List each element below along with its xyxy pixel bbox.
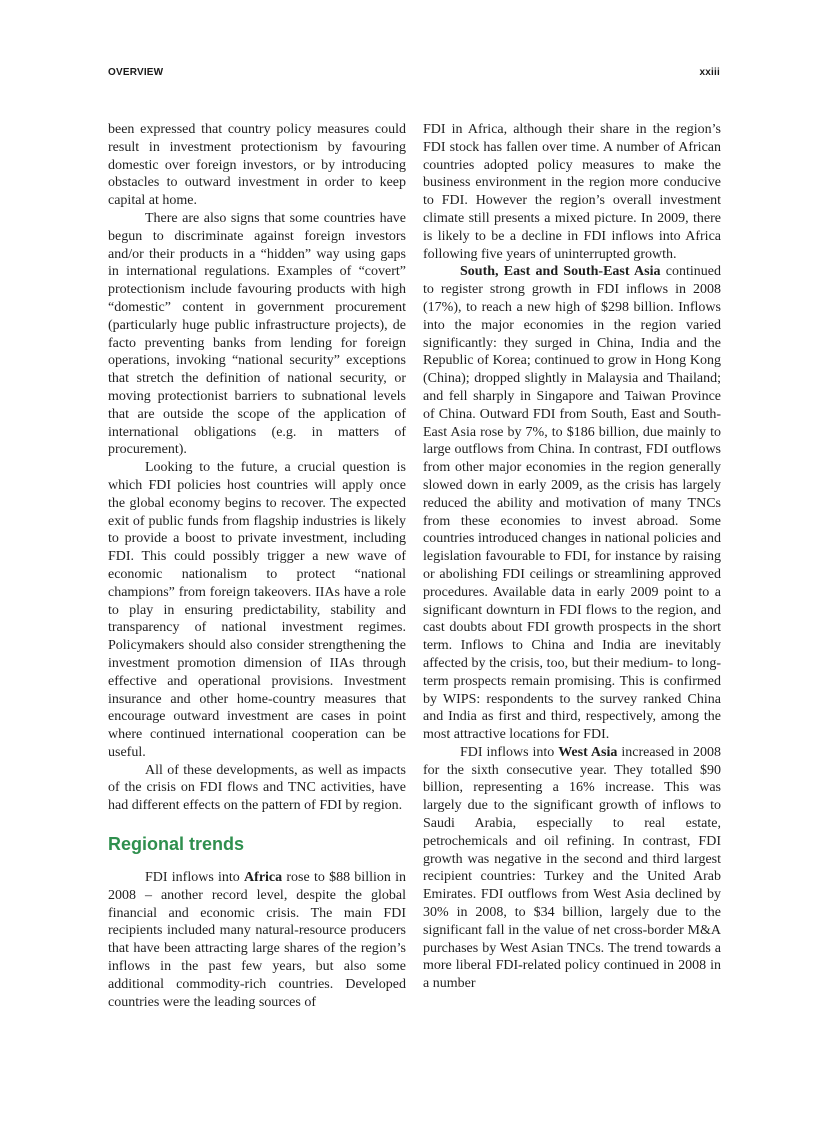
text-run: rose to $88 billion in 2008 – another record level, despite the global financial and economic crisis. The main FDI recipients included many natural-resource producers that have been attracting large shares of the region’s inflows in the past few years, but also some additional commodity-rich countries. Developed countries were the leading sources of bbox=[108, 870, 406, 1010]
paragraph: been expressed that country policy measures could result in investment protectionism by favouring domestic over foreign investors, or by introducing obstacles to outward investment in order to keep capital at home. bbox=[108, 122, 406, 209]
paragraph: There are also signs that some countries have begun to discriminate against foreign investors and/or their products in a “hidden” way using gaps in international regulations. Examples of “covert” protectionism include favouring products with high “domestic” content in government procurement (particularly huge public infrastructure projects), de facto preventing banks from lending for foreign operations, invoking “national security” exceptions that stretch the definition of national security, or moving protectionist barriers to subnational levels that are outside the scope of the application of international obligations (e.g. in matters of procurement). bbox=[108, 210, 406, 458]
left-column bbox=[108, 121, 406, 1011]
text-run: FDI inflows into bbox=[460, 744, 559, 760]
paragraph bbox=[108, 869, 406, 1011]
paragraph: Looking to the future, a crucial question is which FDI policies host countries will apply once the global economy begins to recover. The expected exit of public funds from flagship industries is likely to provide a boost to private investment, including FDI. This could possibly trigger a new wave of economic nationalism to protect “national champions” from foreign takeovers. IIAs have a role to play in ensuring predictability, stability and transparency of national investment regimes. Policymakers should also consider strengthening the investment promotion dimension of IIAs through effective and operational provisions. Investment insurance and other home-country measures that encourage outward investment are cases in point where continued international cooperation can be useful. bbox=[108, 460, 406, 760]
paragraph bbox=[423, 744, 721, 993]
region-name: Africa bbox=[244, 870, 283, 886]
region-name: West Asia bbox=[558, 744, 618, 760]
section-heading: Regional trends bbox=[108, 834, 245, 855]
paragraph: FDI in Africa, although their share in the region’s FDI stock has fallen over time. A number of African countries adopted policy measures to make the business environment in the region more conducive to FDI. However the region’s overall investment climate still presents a mixed picture. In 2009, there is likely to be a decline in FDI inflows into Africa following five years of uninterrupted growth. bbox=[423, 122, 721, 262]
right-column bbox=[423, 121, 721, 993]
section-label: OVERVIEW bbox=[108, 67, 164, 78]
region-name: South, East and South-East Asia bbox=[460, 264, 661, 280]
text-run: FDI inflows into bbox=[145, 870, 245, 886]
paragraph: All of these developments, as well as impacts of the crisis on FDI flows and TNC activities, have had different effects on the pattern of FDI by region. bbox=[108, 762, 406, 814]
page-number: xxiii bbox=[699, 67, 720, 78]
text-run: increased in 2008 for the sixth consecutive year. They totalled $90 billion, representing a 16% increase. This was largely due to the significant growth of inflows to Saudi Arabia, especially to real estate, petrochemicals and oil refining. In contrast, FDI growth was negative in the second and third largest recipient countries: Turkey and the United Arab Emirates. FDI outflows from West Asia declined by 30% in 2008, to $34 billion, largely due to the significant fall in the value of net cross-border M&A purchases by West Asian TNCs. The trend towards a more liberal FDI-related policy continued in 2008 in a number bbox=[423, 744, 721, 992]
text-run: continued to register strong growth in FDI inflows in 2008 (17%), to reach a new high of $298 billion. Inflows into the major economies in the region varied significantly: they surged in China, India and the Republic of Korea; continued to grow in Hong Kong (China); dropped slightly in Malaysia and Thailand; and fell sharply in Singapore and Taiwan Province of China. Outward FDI from South, East and South-East Asia rose by 7%, to $186 billion, due mainly to large outflows from China. In contrast, FDI outflows from other major economies in the region generally slowed down in early 2009, as the crisis has largely reduced the ability and motivation of many TNCs from these economies to invest abroad. Some countries introduced changes in national policies and legislation favourable to FDI, for instance by raising or abolishing FDI ceilings or streamlining approved procedures. Available data in early 2009 point to a significant downturn in FDI flows to the region, and cast doubts about FDI growth prospects in the short term. Inflows to China and India are inevitably affected by the crisis, too, but their medium- to long-term prospects remain promising. This is confirmed by WIPS: respondents to the survey ranked China and India as first and third, respectively, among the most attractive locations for FDI. bbox=[423, 264, 721, 743]
running-header bbox=[108, 67, 720, 81]
paragraph bbox=[423, 263, 721, 744]
